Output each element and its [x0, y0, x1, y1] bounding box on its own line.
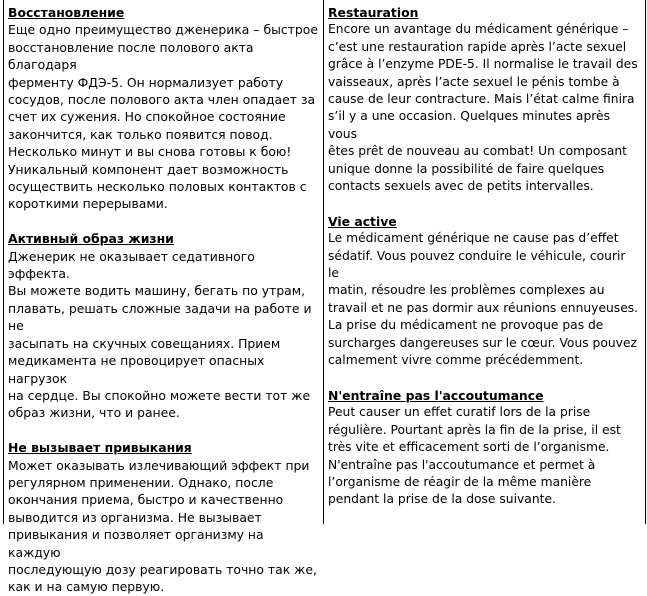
section-heading: N'entraîne pas l'accoutumance [328, 387, 544, 403]
russian-column [8, 4, 320, 596]
section-text: Peut causer un effet curatif lors de la prise régulière. Pourtant après la fin de la prise, il est très vite et efficacement sorti de l’organisme. N'entraîne pas l'accoutumance et permet à l’organisme de réagir de la même manière pendant la prise de la dose suivante. [328, 405, 621, 507]
section-text: Le médicament générique ne cause pas d’effet sédatif. Vous pouvez conduire le véhicule, courir le matin, résoudre les problèmes complexes au travail et ne pas dormir aux réunions ennuyeuses. La prise du médicament ne provoque pas de surcharges dangereuses sur le cœur. Vous pouvez calmement vivre comme précédemment. [328, 231, 639, 368]
french-column [328, 4, 640, 509]
section-heading: Не вызывает привыкания [8, 440, 192, 456]
section-heading: Restauration [328, 5, 419, 20]
section-active-life-fr [328, 213, 640, 370]
section-text: Encore un avantage du médicament générique – c’est une restauration rapide après l’acte sexuel grâce à l’enzyme PDE-5. Il normalise le travail des vaisseaux, après l’acte sexuel le pénis tombe à cause de leur contracture. Mais l’état calme finira s’il y a une occasion. Quelques minutes après vous êtes prêt de nouveau au combat! Un composant unique donne la possibilité de faire quelques contacts sexuels avec de petits intervalles. [328, 22, 638, 194]
section-heading: Активный образ жизни [8, 231, 174, 247]
column-divider [323, 0, 324, 524]
section-heading: Восстановление [8, 5, 125, 20]
section-no-addiction-fr [328, 387, 640, 509]
section-active-life-ru [8, 230, 320, 421]
section-text: Дженерик не оказывает седативного эффекта. Вы можете водить машину, бегать по утрам, плавать, решать сложные задачи на работе и не засыпать на скучных совещаниях. Прием медикамента не провоцирует опасных нагрузок на сердце. Вы спокойно можете вести тот же образ жизни, что и ранее. [8, 248, 312, 421]
section-heading: Vie active [328, 213, 397, 229]
section-no-addiction-ru [8, 439, 320, 596]
section-text: Может оказывать излечивающий эффект при регулярном применении. Однако, после окончания приема, быстро и качественно выводится из организма. Не вызывает привыкания и позволяет организму на каждую последующую дозу реагировать точно так же, как и на самую первую. [8, 457, 317, 595]
section-text: Еще одно преимущество дженерика – быстрое восстановление после полового акта благодаря ферменту ФДЭ-5. Он нормализует работу сосудов, после полового акта член опадает за счет их сужения. Но спокойное состояние закончится, как только появится повод. Несколько минут и вы снова готовы к бою! Уникальный компонент дает возможность осуществить несколько половых контактов с короткими перерывами. [8, 22, 318, 212]
section-restoration-ru [8, 4, 320, 213]
section-restoration-fr [328, 4, 640, 195]
